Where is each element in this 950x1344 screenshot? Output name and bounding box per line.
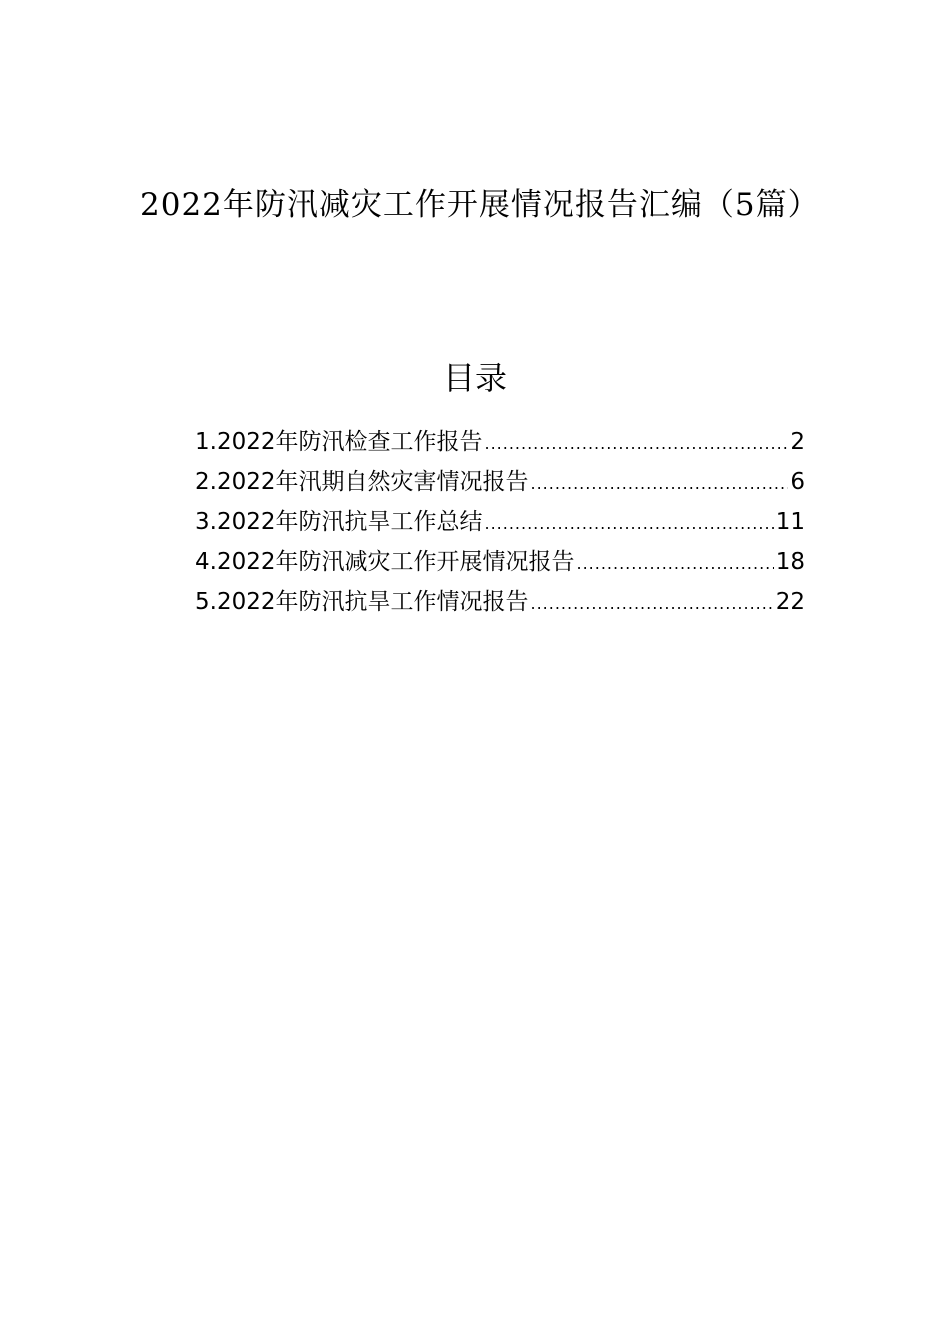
toc-entry-title: 4.2022年防汛减灾工作开展情况报告 (195, 549, 575, 575)
toc-entry-title: 3.2022年防汛抗旱工作总结 (195, 509, 483, 535)
toc-dot-leader (484, 504, 773, 544)
toc-dot-leader (484, 424, 788, 464)
toc-page-number: 2 (790, 429, 805, 455)
toc-page-number: 11 (775, 509, 805, 535)
document-title: 2022年防汛减灾工作开展情况报告汇编（5篇） (140, 187, 820, 223)
toc-dot-leader (576, 544, 773, 584)
toc-entry-2[interactable] (195, 462, 805, 502)
toc-page-number: 22 (775, 589, 805, 615)
toc-entry-title: 2.2022年汛期自然灾害情况报告 (195, 469, 529, 495)
toc-entry-1[interactable] (195, 422, 805, 462)
toc-page-number: 18 (775, 549, 805, 575)
toc-entry-4[interactable] (195, 542, 805, 582)
toc-entry-title: 5.2022年防汛抗旱工作情况报告 (195, 589, 529, 615)
toc-page-number: 6 (790, 469, 805, 495)
toc-entry-3[interactable] (195, 502, 805, 542)
toc-entry-5[interactable] (195, 582, 805, 622)
table-of-contents (195, 422, 805, 622)
toc-dot-leader (530, 464, 788, 504)
toc-dot-leader (530, 584, 773, 624)
toc-heading: 目录 (442, 359, 507, 397)
toc-entry-title: 1.2022年防汛检查工作报告 (195, 429, 483, 455)
